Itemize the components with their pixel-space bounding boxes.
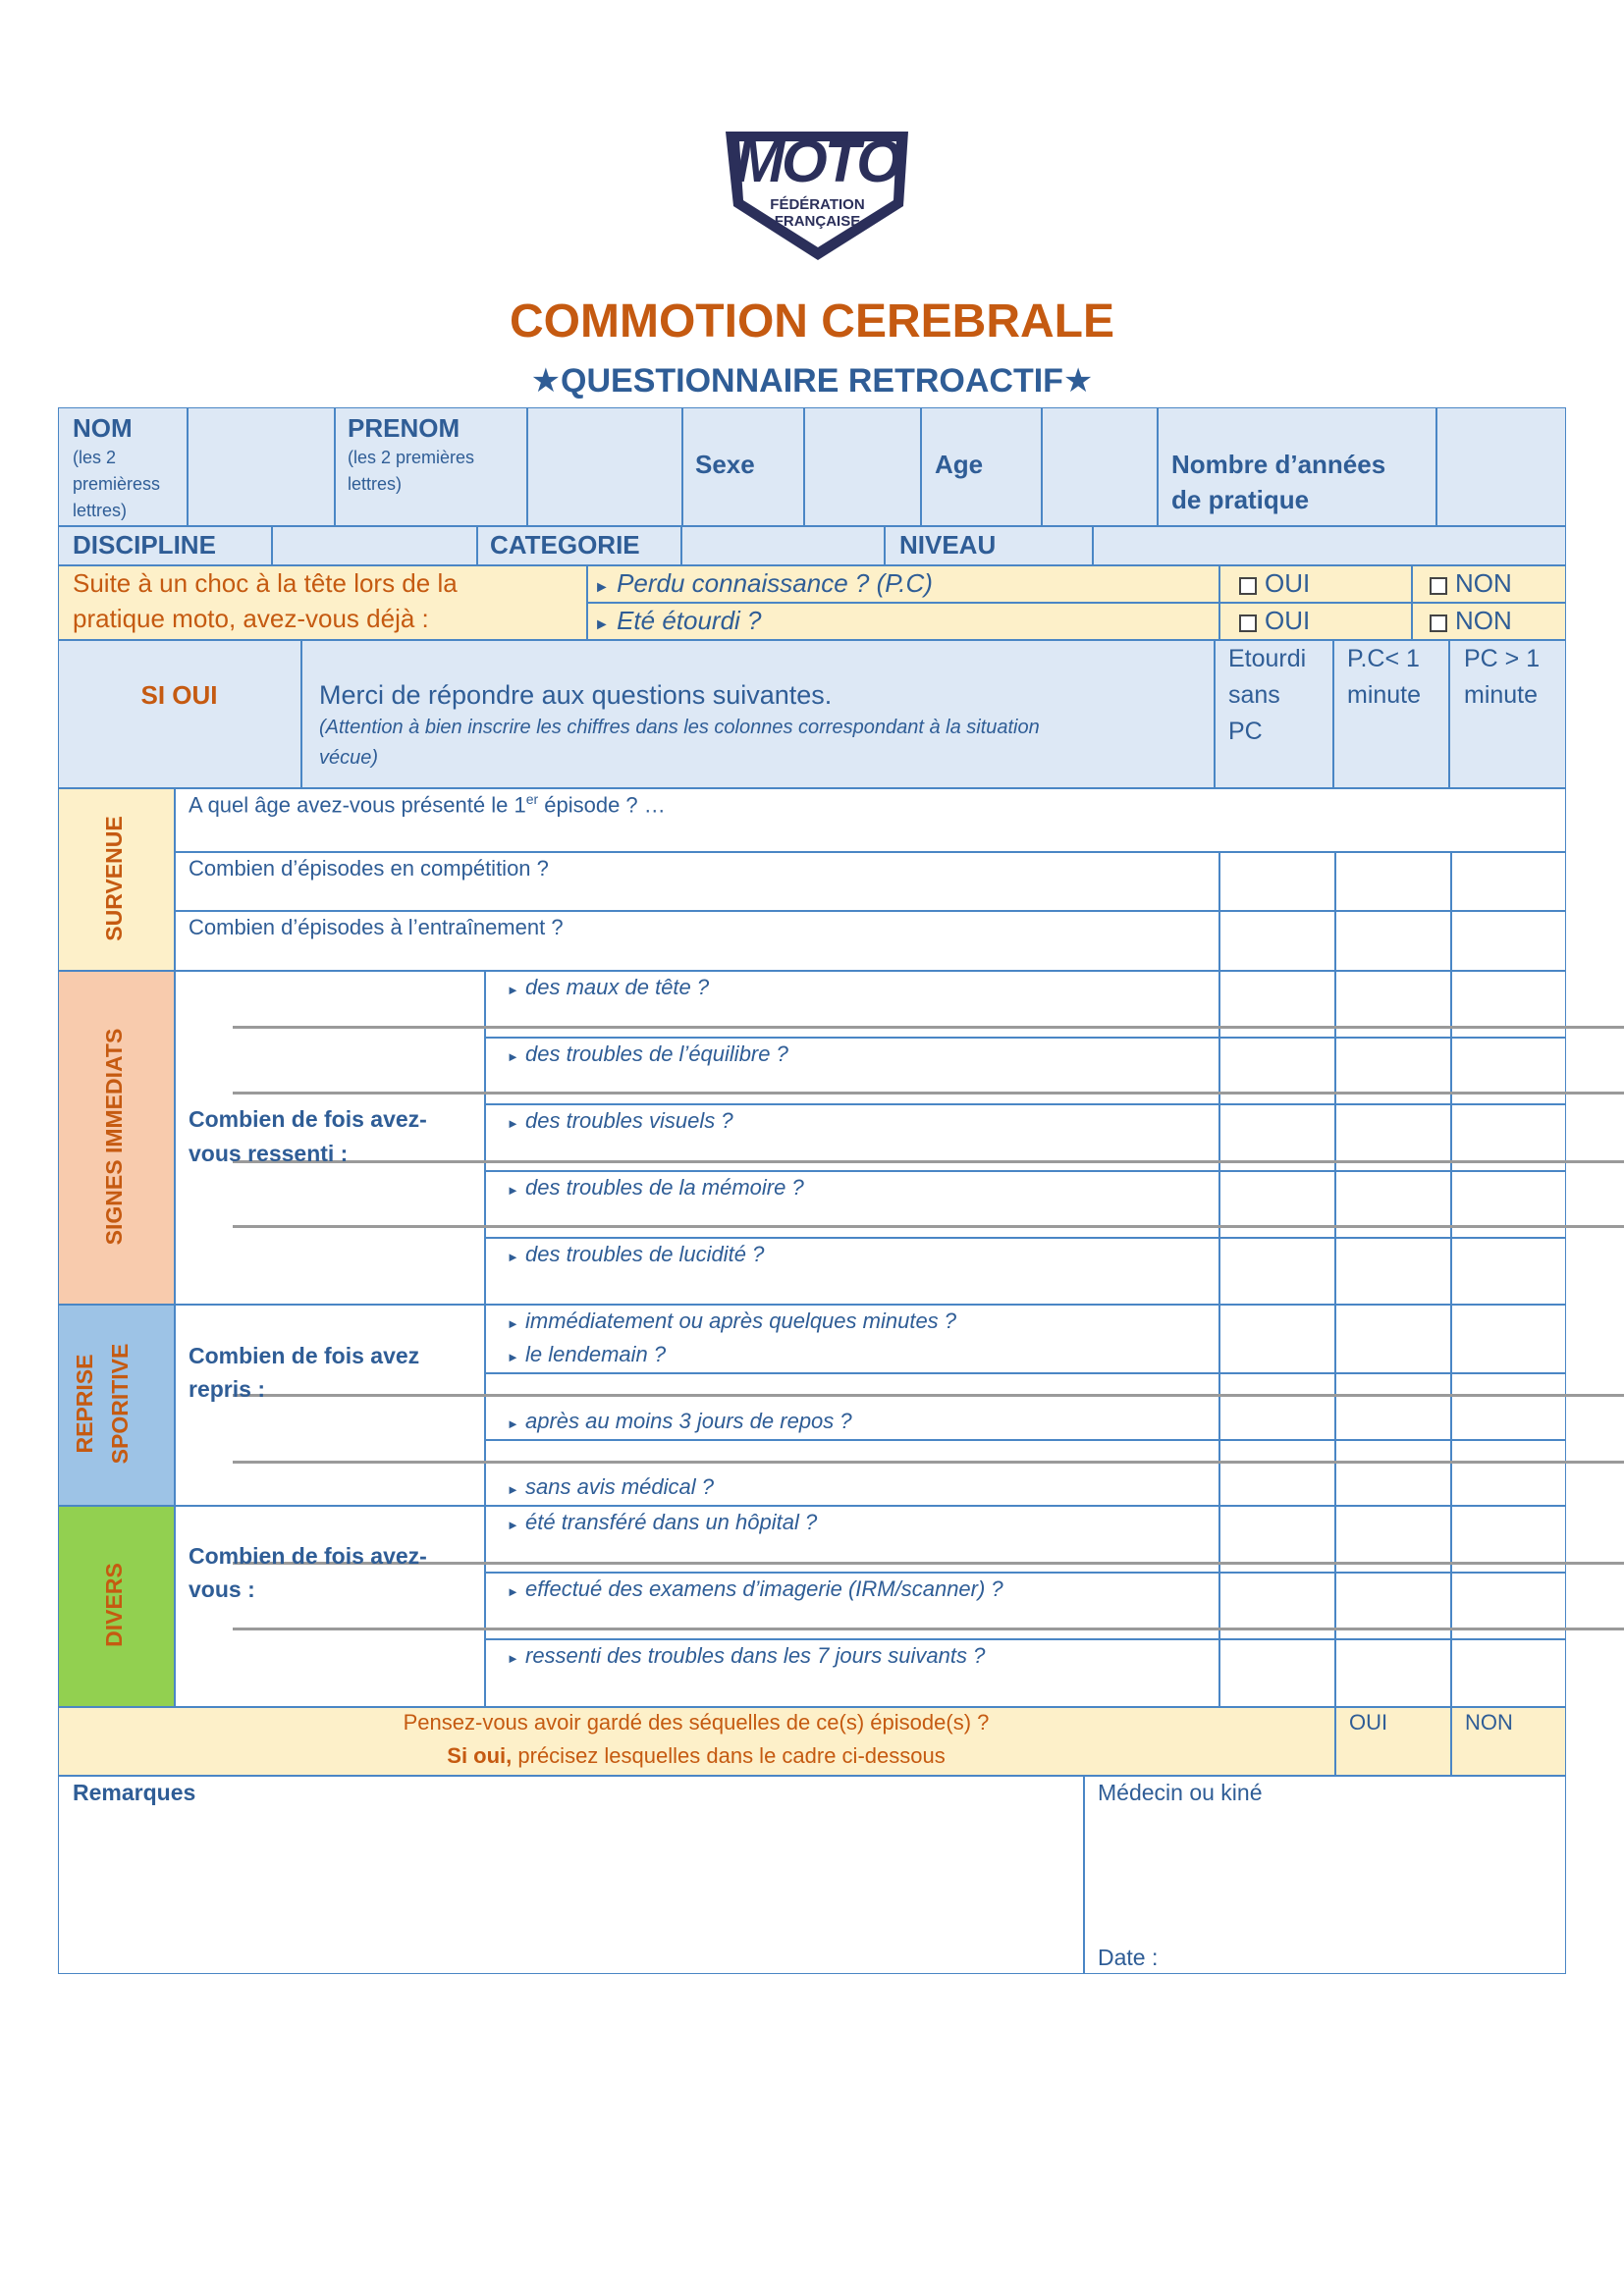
survenue-label: SURVENUE (101, 816, 127, 941)
caret-right-icon: ► (507, 1316, 519, 1331)
sequelles-si-oui: Si oui, (447, 1743, 513, 1768)
divers-lead-1: Combien de fois avez- (189, 1543, 427, 1569)
nom-hint-2: premièress (73, 474, 161, 494)
divers-item-1 (507, 1510, 817, 1535)
signes-item-text: des troubles de lucidité ? (525, 1242, 765, 1266)
reprise-item-text: sans avis médical ? (525, 1474, 714, 1499)
col3-line1: PC > 1 (1464, 645, 1541, 672)
reprise-item-text: immédiatement ou après quelques minutes ? (525, 1308, 957, 1333)
col1-line3: PC (1228, 718, 1263, 745)
divers-item-text: ressenti des troubles dans les 7 jours suivants ? (525, 1643, 986, 1668)
si-oui-text: Merci de répondre aux questions suivantes. (319, 680, 833, 710)
survenue-q1-sup: er (525, 791, 539, 807)
si-oui-label: SI OUI (140, 680, 218, 710)
reprise-item-1 (507, 1308, 956, 1334)
divers-item-3 (507, 1643, 985, 1669)
caret-right-icon: ► (507, 1416, 519, 1431)
discipline-label: DISCIPLINE (73, 530, 216, 560)
q2-oui-label: OUI (1265, 606, 1311, 635)
logo (712, 120, 923, 267)
signes-item-1 (507, 975, 709, 1000)
page-title: COMMOTION CEREBRALE (510, 295, 1114, 347)
q2-non-label: NON (1455, 606, 1512, 635)
prenom-field[interactable] (528, 409, 680, 523)
choc-text-1: Suite à un choc à la tête lors de la (73, 568, 458, 598)
signes-item-2 (507, 1041, 788, 1067)
col2-line1: P.C< 1 (1347, 645, 1420, 672)
q1-oui-label: OUI (1265, 568, 1311, 598)
si-oui-note-2: vécue) (319, 747, 379, 769)
reprise-item-3 (507, 1409, 852, 1434)
q2-non-option[interactable] (1430, 606, 1512, 636)
sequelles-rest: précisez lesquelles dans le cadre ci-dessous (512, 1743, 946, 1768)
reprise-lead-1: Combien de fois avez (189, 1343, 420, 1368)
page-subtitle: ★QUESTIONNAIRE RETROACTIF★ (530, 362, 1094, 400)
medecin-field[interactable] (1086, 1816, 1564, 1934)
signes-lead-1: Combien de fois avez- (189, 1106, 427, 1132)
nom-label: NOM (73, 413, 133, 443)
age-field[interactable] (1043, 409, 1156, 523)
signes-item-4 (507, 1175, 804, 1201)
choc-q1-text: Perdu connaissance ? (P.C) (617, 568, 933, 598)
divers-item-text: effectué des examens d’imagerie (IRM/scanner) ? (525, 1576, 1003, 1601)
reprise-item-2 (507, 1342, 666, 1367)
col3-line2: minute (1464, 681, 1539, 709)
form-frame (58, 407, 1566, 1974)
divers-label: DIVERS (101, 1563, 127, 1647)
caret-right-icon: ► (507, 1518, 519, 1532)
reprise-label-1: REPRISE (72, 1354, 97, 1454)
annees-label-1: Nombre d’années (1171, 450, 1386, 479)
choc-q2-text: Eté étourdi ? (617, 606, 762, 635)
checkbox-icon[interactable] (1430, 577, 1447, 595)
choc-q2 (594, 606, 762, 636)
sequelles-non[interactable]: NON (1465, 1710, 1513, 1735)
logo-line2: FRANÇAISE (774, 213, 861, 230)
q1-non-label: NON (1455, 568, 1512, 598)
caret-right-icon: ► (507, 1250, 519, 1264)
caret-right-icon: ► (507, 1116, 519, 1131)
nom-hint-1: (les 2 (73, 448, 117, 467)
sequelles-line2 (58, 1743, 1334, 1769)
categorie-field[interactable] (682, 527, 883, 562)
survenue-q2: Combien d’épisodes en compétition ? (189, 856, 549, 881)
signes-item-text: des troubles de l’équilibre ? (525, 1041, 788, 1066)
survenue-q1-pre: A quel âge avez-vous présenté le 1 (189, 792, 526, 818)
reprise-item-text: après au moins 3 jours de repos ? (525, 1409, 852, 1433)
signes-item-3 (507, 1108, 733, 1134)
prenom-label: PRENOM (348, 413, 460, 443)
annees-field[interactable] (1437, 409, 1564, 523)
caret-right-icon: ► (507, 983, 519, 997)
q2-oui-option[interactable] (1239, 606, 1310, 636)
divers-lead-2: vous : (189, 1576, 255, 1602)
signes-lead-2: vous ressenti : (189, 1141, 349, 1166)
remarques-field[interactable] (60, 1816, 1081, 1972)
checkbox-icon[interactable] (1430, 614, 1447, 632)
q1-oui-option[interactable] (1239, 568, 1310, 599)
q1-non-option[interactable] (1430, 568, 1512, 599)
reprise-label-2: SPORITIVE (107, 1343, 133, 1465)
sexe-field[interactable] (805, 409, 919, 523)
signes-label: SIGNES IMMEDIATS (101, 1028, 127, 1246)
divers-item-2 (507, 1576, 1003, 1602)
niveau-label: NIVEAU (899, 530, 997, 560)
nom-hint-3: lettres) (73, 501, 128, 520)
caret-right-icon: ► (594, 616, 610, 633)
caret-right-icon: ► (507, 1584, 519, 1599)
prenom-hint-2: lettres) (348, 474, 403, 494)
age-label: Age (935, 450, 984, 479)
categorie-label: CATEGORIE (490, 530, 640, 560)
caret-right-icon: ► (594, 579, 610, 596)
col1-line1: Etourdi (1228, 645, 1307, 672)
caret-right-icon: ► (507, 1183, 519, 1198)
remarques-label: Remarques (73, 1780, 196, 1805)
signes-item-text: des troubles de la mémoire ? (525, 1175, 804, 1200)
sequelles-line1: Pensez-vous avoir gardé des séquelles de ce(s) épisode(s) ? (403, 1710, 990, 1735)
medecin-label: Médecin ou kiné (1098, 1780, 1263, 1805)
reprise-item-4 (507, 1474, 714, 1500)
reprise-lead-2: repris : (189, 1376, 265, 1402)
checkbox-icon[interactable] (1239, 577, 1257, 595)
sexe-label: Sexe (695, 450, 755, 479)
caret-right-icon: ► (507, 1651, 519, 1666)
prenom-hint-1: (les 2 premières (348, 448, 475, 467)
nom-field[interactable] (189, 409, 333, 523)
date-label: Date : (1098, 1945, 1159, 1970)
caret-right-icon: ► (507, 1049, 519, 1064)
divers-item-text: été transféré dans un hôpital ? (525, 1510, 818, 1534)
reprise-item-text: le lendemain ? (525, 1342, 667, 1366)
signes-item-text: des troubles visuels ? (525, 1108, 733, 1133)
discipline-field[interactable] (273, 527, 475, 562)
logo-word: MOTO (735, 129, 899, 194)
sequelles-oui[interactable]: OUI (1349, 1710, 1388, 1735)
caret-right-icon: ► (507, 1350, 519, 1364)
annees-label-2: de pratique (1171, 485, 1310, 514)
survenue-q1 (189, 791, 666, 818)
si-oui-note-1: (Attention à bien inscrire les chiffres dans les colonnes correspondant à la situation (319, 717, 1040, 738)
choc-text-2: pratique moto, avez-vous déjà : (73, 604, 429, 633)
checkbox-icon[interactable] (1239, 614, 1257, 632)
col1-line2: sans (1228, 681, 1280, 709)
col2-line2: minute (1347, 681, 1422, 709)
signes-item-text: des maux de tête ? (525, 975, 710, 999)
logo-line1: FÉDÉRATION (770, 196, 865, 213)
signes-item-5 (507, 1242, 764, 1267)
survenue-q1-post: épisode ? … (538, 792, 666, 818)
caret-right-icon: ► (507, 1482, 519, 1497)
survenue-q3: Combien d’épisodes à l’entraînement ? (189, 915, 564, 939)
choc-q1 (594, 568, 933, 599)
niveau-field[interactable] (1094, 527, 1564, 562)
